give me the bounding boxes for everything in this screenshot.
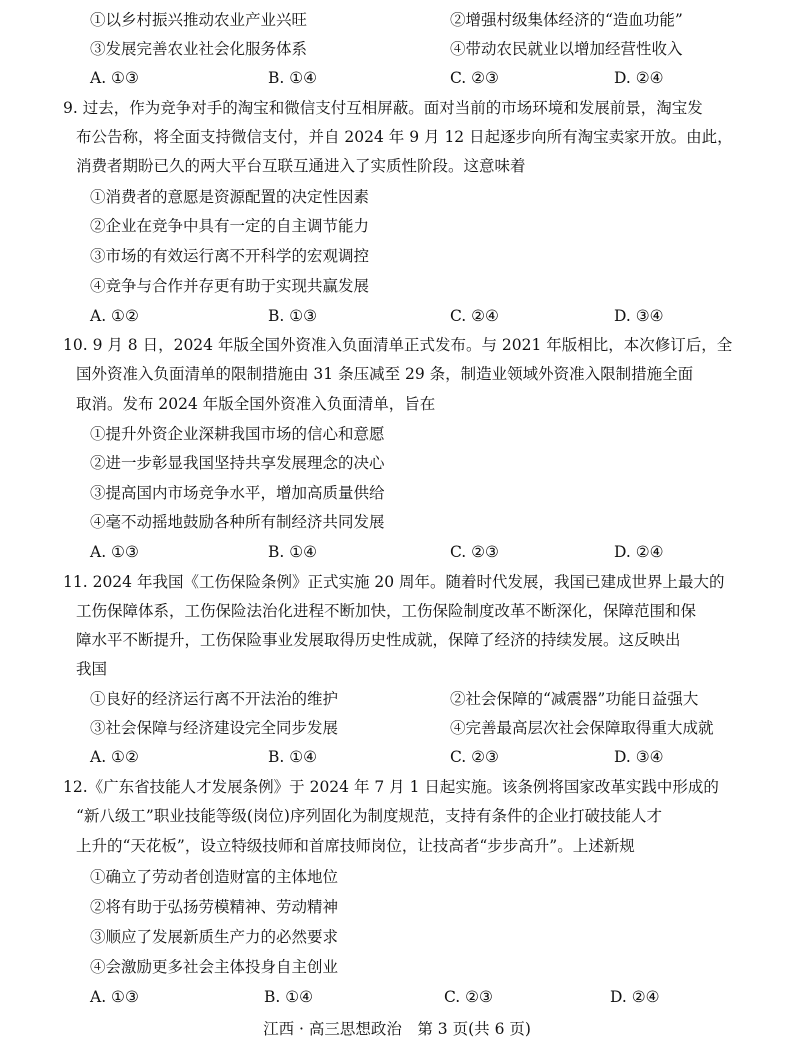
q12-choice-c: C. ②③	[444, 988, 493, 1006]
q11-stem-line-3: 障水平不断提升，工伤保险事业发展取得历史性成就，保障了经济的持续发展。这反映出	[76, 631, 681, 649]
q8-statement-1: ①以乡村振兴推动农业产业兴旺	[90, 11, 308, 29]
q12-statement-2: ②将有助于弘扬劳模精神、劳动精神	[90, 898, 339, 916]
q10-statement-3: ③提高国内市场竞争水平，增加高质量供给	[90, 484, 385, 502]
q9-statement-1: ①消费者的意愿是资源配置的决定性因素	[90, 188, 370, 206]
q8-choice-c: C. ②③	[450, 69, 499, 87]
q12-statement-4: ④会激励更多社会主体投身自主创业	[90, 958, 339, 976]
q12-stem-line-2: “新八级工”职业技能等级(岗位)序列固化为制度规范，支持有条件的企业打破技能人才	[76, 807, 662, 825]
q8-choice-d: D. ②④	[614, 69, 664, 87]
q9-stem-line-3: 消费者期盼已久的两大平台互联互通进入了实质性阶段。这意味着	[76, 157, 526, 175]
page-footer: 江西 · 高三思想政治 第 3 页(共 6 页)	[263, 1020, 531, 1038]
q11-choice-c: C. ②③	[450, 748, 499, 766]
q9-statement-2: ②企业在竞争中具有一定的自主调节能力	[90, 217, 370, 235]
q10-stem-line-2: 国外资准入负面清单的限制措施由 31 条压减至 29 条，制造业领域外资准入限制措施全面	[76, 365, 694, 383]
q9-choice-a: A. ①②	[90, 307, 139, 325]
q8-statement-3: ③发展完善农业社会化服务体系	[90, 40, 308, 58]
q9-statement-4: ④竞争与合作并存更有助于实现共赢发展	[90, 277, 370, 295]
q11-statement-2: ②社会保障的“减震器”功能日益强大	[450, 690, 699, 708]
q11-statement-3: ③社会保障与经济建设完全同步发展	[90, 719, 339, 737]
q12-statement-3: ③顺应了发展新质生产力的必然要求	[90, 928, 339, 946]
q8-statement-2: ②增强村级集体经济的“造血功能”	[450, 11, 683, 29]
q11-choice-b: B. ①④	[268, 748, 318, 766]
q11-stem-line-2: 工伤保障体系，工伤保险法治化进程不断加快，工伤保险制度改革不断深化，保障范围和保	[76, 602, 697, 620]
q12-choice-d: D. ②④	[610, 988, 660, 1006]
q11-stem-line-1: 11. 2024 年我国《工伤保险条例》正式实施 20 周年。随着时代发展，我国已建成世界上最大的	[63, 573, 725, 591]
q9-choice-d: D. ③④	[614, 307, 664, 325]
q8-choice-b: B. ①④	[268, 69, 318, 87]
q12-choice-a: A. ①③	[90, 988, 139, 1006]
q9-statement-3: ③市场的有效运行离不开科学的宏观调控	[90, 247, 370, 265]
q10-stem-line-3: 取消。发布 2024 年版全国外资准入负面清单，旨在	[76, 395, 436, 413]
q10-statement-1: ①提升外资企业深耕我国市场的信心和意愿	[90, 425, 385, 443]
q10-stem-line-1: 10. 9 月 8 日，2024 年版全国外资准入负面清单正式发布。与 2021 年版相比，本次修订后，全	[63, 336, 733, 354]
q10-statement-2: ②进一步彰显我国坚持共享发展理念的决心	[90, 454, 385, 472]
q9-choice-c: C. ②④	[450, 307, 499, 325]
q8-statement-4: ④带动农民就业以增加经营性收入	[450, 40, 683, 58]
q11-statement-1: ①良好的经济运行离不开法治的维护	[90, 690, 339, 708]
q11-choice-a: A. ①②	[90, 748, 139, 766]
q9-stem-line-2: 布公告称，将全面支持微信支付，并自 2024 年 9 月 12 日起逐步向所有淘宝卖家开放。由此，	[76, 128, 733, 146]
q11-stem-line-4: 我国	[76, 660, 108, 678]
q10-choice-a: A. ①③	[90, 543, 139, 561]
q9-choice-b: B. ①③	[268, 307, 318, 325]
q9-stem-line-1: 9. 过去，作为竞争对手的淘宝和微信支付互相屏蔽。面对当前的市场环境和发展前景，淘宝发	[63, 99, 703, 117]
q11-statement-4: ④完善最高层次社会保障取得重大成就	[450, 719, 714, 737]
q12-stem-line-3: 上升的“天花板”，设立特级技师和首席技师岗位，让技高者“步步高升”。上述新规	[76, 837, 635, 855]
q10-choice-b: B. ①④	[268, 543, 318, 561]
q12-stem-line-1: 12.《广东省技能人才发展条例》于 2024 年 7 月 1 日起实施。该条例将国家改革实践中形成的	[63, 778, 719, 796]
q11-choice-d: D. ③④	[614, 748, 664, 766]
q12-statement-1: ①确立了劳动者创造财富的主体地位	[90, 868, 339, 886]
q8-choice-a: A. ①③	[90, 69, 139, 87]
q10-statement-4: ④毫不动摇地鼓励各种所有制经济共同发展	[90, 513, 385, 531]
q12-choice-b: B. ①④	[264, 988, 314, 1006]
q10-choice-c: C. ②③	[450, 543, 499, 561]
q10-choice-d: D. ②④	[614, 543, 664, 561]
